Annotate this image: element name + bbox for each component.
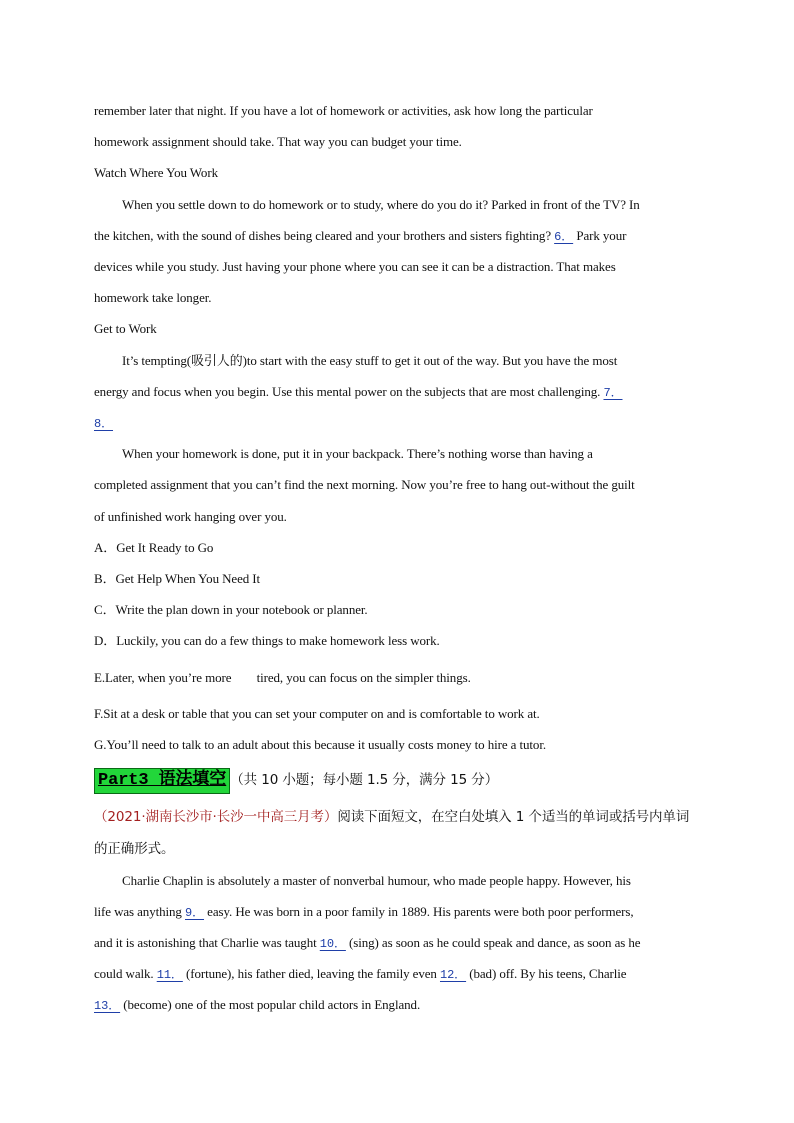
option-c: C．Write the plan down in your notebook or planner. <box>94 602 368 617</box>
blank-6[interactable]: 6． <box>554 230 574 244</box>
blank-11[interactable]: 11． <box>156 968 183 982</box>
section-heading-get: Get to Work <box>94 321 157 336</box>
instruction-text: 的正确形式。 <box>94 841 175 857</box>
passage-line: homework take longer. <box>94 290 212 305</box>
option-a: A．Get It Ready to Go <box>94 540 214 555</box>
passage-line: of unfinished work hanging over you. <box>94 509 287 524</box>
blank-13[interactable]: 13． <box>94 999 121 1013</box>
passage-text: (become) one of the most popular child actors in England. <box>123 997 421 1012</box>
passage-line: It’s tempting(吸引人的)to start with the easy stuff to get it out of the way. But you have the most <box>122 353 618 368</box>
grammar-line: Charlie Chaplin is absolutely a master of nonverbal humour, who made people happy. However, his <box>122 873 631 888</box>
option-b: B．Get Help When You Need It <box>94 571 261 586</box>
passage-line <box>94 228 626 245</box>
part3-title: Part3 语法填空 <box>94 768 230 794</box>
passage-text: (bad) off. By his teens, Charlie <box>469 966 627 981</box>
option-d: D．Luckily, you can do a few things to make homework less work. <box>94 633 440 648</box>
blank-9[interactable]: 9． <box>185 906 205 920</box>
part3-instruction <box>94 809 689 825</box>
passage-text: easy. He was born in a poor family in 1889. His parents were both poor performers, <box>207 904 634 919</box>
passage-line <box>94 384 623 401</box>
passage-text: could walk. <box>94 966 154 981</box>
grammar-line <box>94 904 634 921</box>
section-heading-watch: Watch Where You Work <box>94 165 218 180</box>
option-f: F.Sit at a desk or table that you can set your computer on and is comfortable to work at. <box>94 706 540 721</box>
instruction-text: 阅读下面短文，在空白处填入 1 个适当的单词或括号内单词 <box>337 809 690 825</box>
passage-text: the kitchen, with the sound of dishes being cleared and your brothers and sisters fighting? <box>94 228 551 243</box>
grammar-line <box>94 935 640 952</box>
passage-text: and it is astonishing that Charlie was taught <box>94 935 317 950</box>
passage-text: (sing) as soon as he could speak and dance, as soon as he <box>349 935 641 950</box>
passage-line <box>94 415 113 432</box>
grammar-line <box>94 966 626 983</box>
passage-text: life was anything <box>94 904 182 919</box>
blank-8[interactable]: 8． <box>94 417 114 431</box>
grammar-line <box>94 997 420 1014</box>
passage-line: homework assignment should take. That way you can budget your time. <box>94 134 462 149</box>
passage-text: (fortune), his father died, leaving the family even <box>185 966 437 981</box>
source-tag: （2021·湖南长沙市·长沙一中高三月考） <box>94 809 338 825</box>
option-g: G.You’ll need to talk to an adult about this because it usually costs money to hire a tutor. <box>94 737 546 752</box>
blank-7[interactable]: 7． <box>603 386 623 400</box>
passage-line: When your homework is done, put it in your backpack. There’s nothing worse than having a <box>122 446 593 461</box>
passage-line: When you settle down to do homework or to study, where do you do it? Parked in front of the TV? In <box>122 197 640 212</box>
passage-line: devices while you study. Just having your phone where you can see it can be a distraction. That makes <box>94 259 616 274</box>
part3-meta: （共 10 小题；每小题 1.5 分，满分 15 分） <box>230 772 499 788</box>
passage-text: Park your <box>576 228 627 243</box>
part3-header <box>94 767 498 794</box>
passage-text: energy and focus when you begin. Use this mental power on the subjects that are most challenging. <box>94 384 601 399</box>
passage-line: remember later that night. If you have a lot of homework or activities, ask how long the particular <box>94 103 593 118</box>
blank-12[interactable]: 12． <box>439 968 467 982</box>
blank-10[interactable]: 10． <box>319 937 346 951</box>
passage-line: completed assignment that you can’t find the next morning. Now you’re free to hang out-without the guilt <box>94 477 635 492</box>
option-e: E.Later, when you’re more tired, you can focus on the simpler things. <box>94 670 471 685</box>
